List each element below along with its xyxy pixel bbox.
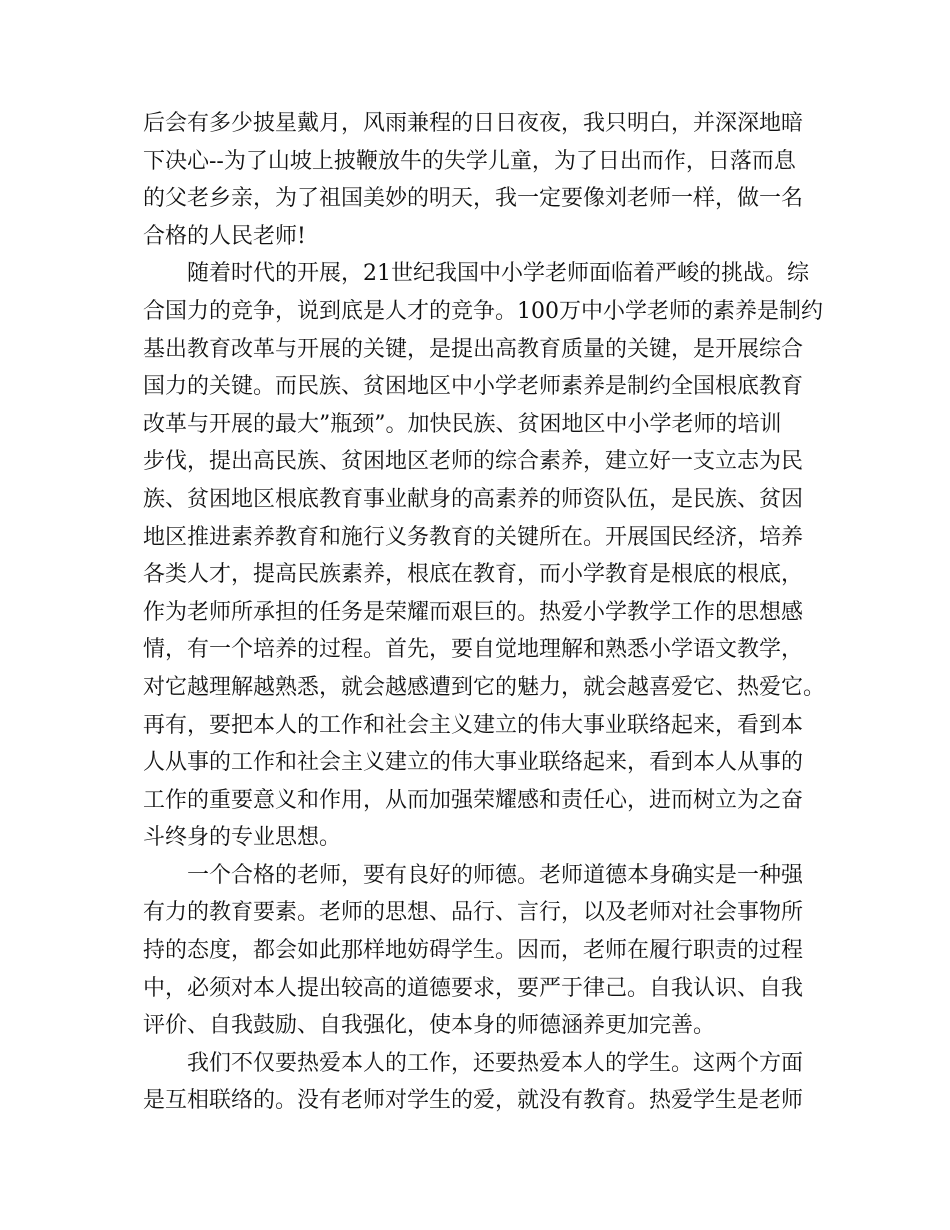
paragraph-start-line: 一个合格的老师，要有良好的师德。老师道德本身确实是一种强 [187, 862, 804, 888]
text-line: 有力的教育要素。老师的思想、品行、言行，以及老师对社会事物所 [143, 900, 804, 926]
text-line: 各类人才，提高民族素养，根底在教育，而小学教育是根底的根底， [143, 562, 804, 588]
text-line: 持的态度，都会如此那样地妨碍学生。因而，老师在履行职责的过程 [143, 938, 804, 964]
paragraph-start-line: 随着时代的开展，21世纪我国中小学老师面临着严峻的挑战。综 [187, 261, 809, 287]
text-line: 族、贫困地区根底教育事业献身的高素养的师资队伍，是民族、贫因 [143, 486, 804, 512]
text-line: 人从事的工作和社会主义建立的伟大事业联络起来，看到本人从事的 [143, 750, 804, 776]
text-line: 作为老师所承担的任务是荣耀而艰巨的。热爱小学教学工作的思想感 [143, 599, 804, 625]
paragraph-start-line: 我们不仅要热爱本人的工作，还要热爱本人的学生。这两个方面 [187, 1050, 804, 1076]
text-line: 情，有一个培养的过程。首先，要自觉地理解和熟悉小学语文教学， [143, 637, 804, 663]
text-line: 工作的重要意义和作用，从而加强荣耀感和责任心，进而树立为之奋 [143, 787, 804, 813]
text-line: 改革与开展的最大”瓶颈”。加快民族、贫困地区中小学老师的培训 [143, 411, 782, 437]
text-line: 评价、自我鼓励、自我强化，使本身的师德涵养更加完善。 [143, 1013, 716, 1039]
text-line: 的父老乡亲，为了祖国美妙的明天，我一定要像刘老师一样，做一名 [143, 186, 804, 212]
text-line: 再有，要把本人的工作和社会主义建立的伟大事业联络起来，看到本 [143, 712, 804, 738]
text-line: 合格的人民老师! [143, 223, 306, 249]
text-line: 国力的关键。而民族、贫困地区中小学老师素养是制约全国根底教育 [143, 374, 804, 400]
text-line: 步伐，提出高民族、贫困地区老师的综合素养，建立好一支立志为民 [143, 449, 804, 475]
text-line: 地区推进素养教育和施行义务教育的关键所在。开展国民经济，培养 [143, 524, 804, 550]
text-line: 基出教育改革与开展的关键，是提出高教育质量的关键，是开展综合 [143, 336, 804, 362]
body-text [143, 105, 826, 1120]
text-line: 对它越理解越熟悉，就会越感遭到它的魅力，就会越喜爱它、热爱它。 [143, 674, 826, 700]
text-line: 后会有多少披星戴月，风雨兼程的日日夜夜，我只明白，并深深地暗 [143, 111, 804, 136]
text-line: 中，必须对本人提出较高的道德要求，要严于律己。自我认识、自我 [143, 975, 804, 1001]
text-line: 是互相联络的。没有老师对学生的爱，就没有教育。热爱学生是老师 [143, 1088, 804, 1114]
text-line: 合国力的竞争，说到底是人才的竞争。100万中小学老师的素养是制约 [143, 298, 823, 324]
text-line: 下决心--为了山坡上披鞭放牛的失学儿童，为了日出而作，日落而息 [143, 148, 796, 174]
text-line: 斗终身的专业思想。 [143, 825, 342, 851]
